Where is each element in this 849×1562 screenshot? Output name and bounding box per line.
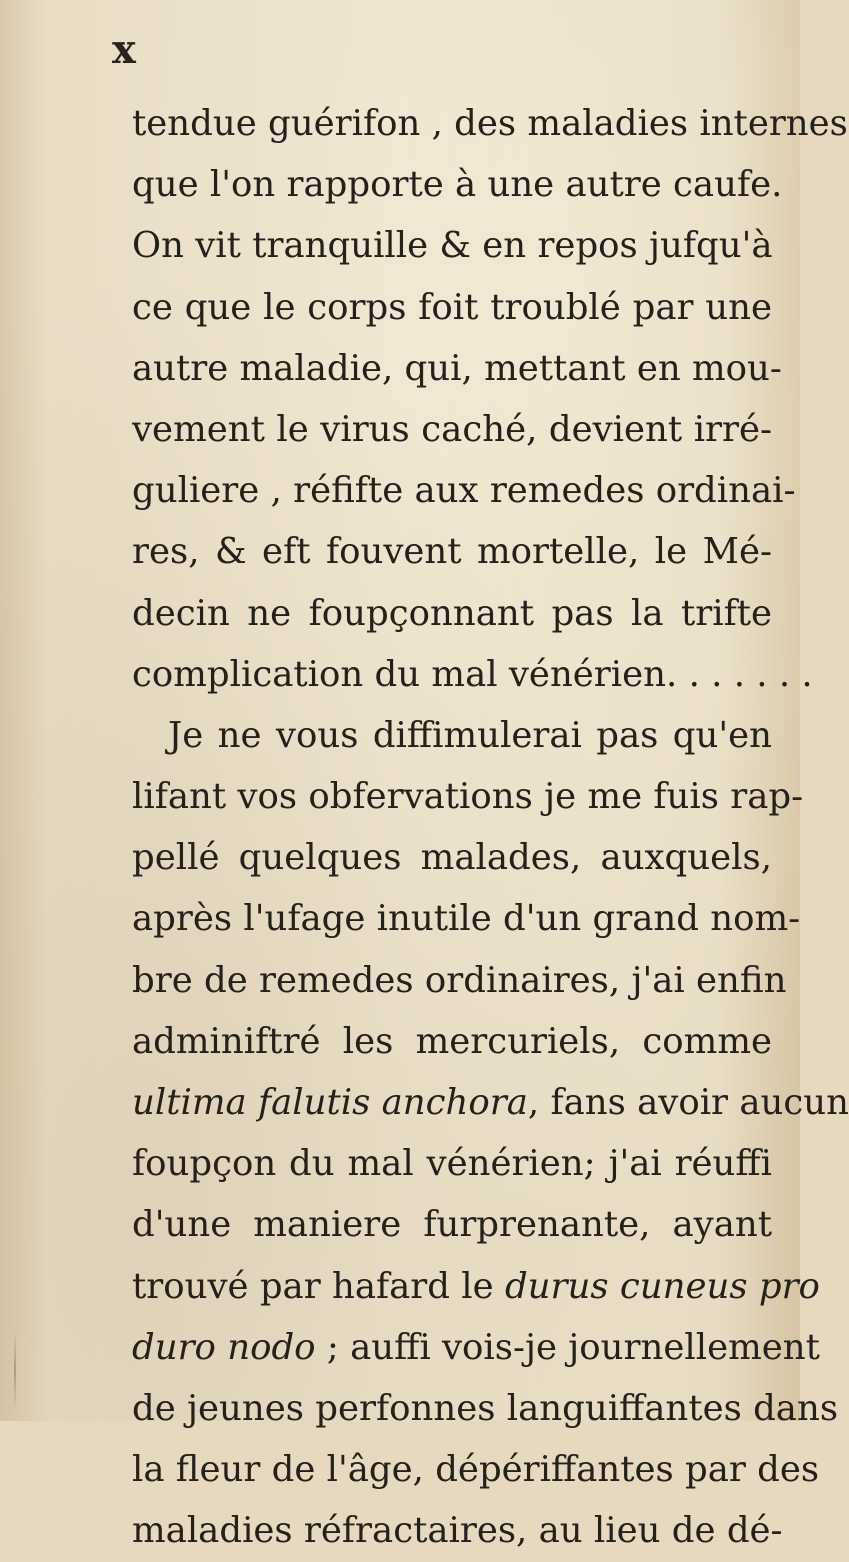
text-line xyxy=(132,1317,820,1378)
text-run: trouvé par hafard le xyxy=(132,1265,505,1307)
text-run: decin ne foupçonnant pas la trifte xyxy=(132,592,772,634)
text-line xyxy=(132,1439,820,1500)
text-line xyxy=(132,277,772,338)
text-line xyxy=(132,93,848,154)
text-line xyxy=(132,338,782,399)
text-line xyxy=(132,950,787,1011)
text-line xyxy=(132,1011,772,1072)
margin-rule xyxy=(14,1330,16,1410)
text-run: la fleur de l'âge, dépériffantes par des xyxy=(132,1449,820,1491)
text-run: ce que le corps foit troublé par une xyxy=(132,286,772,328)
text-run: pellé quelques malades, auxquels, xyxy=(132,837,772,879)
text-line xyxy=(132,399,772,460)
text-run: d'une maniere furprenante, ayant xyxy=(132,1204,772,1246)
text-run: après l'ufage inutile d'un grand nom- xyxy=(132,898,801,940)
text-run: Je ne vous diffimulerai pas qu'en xyxy=(168,714,772,756)
text-run: maladies réfractaires, au lieu de dé- xyxy=(132,1510,783,1552)
text-run: autre maladie, qui, mettant en mou- xyxy=(132,347,782,389)
text-line xyxy=(132,1194,772,1255)
text-line xyxy=(132,521,772,582)
italic-text-run: duro nodo xyxy=(132,1326,316,1368)
text-run: complication du mal vénérien. . . . . . . xyxy=(132,653,813,695)
text-run: foupçon du mal vénérien; j'ai réuffi xyxy=(132,1143,772,1185)
text-line xyxy=(132,1256,820,1317)
italic-text-run: durus cuneus pro xyxy=(504,1265,820,1307)
text-line xyxy=(132,705,772,766)
text-run: tendue guérifon , des maladies internes xyxy=(132,103,848,144)
body-text xyxy=(132,93,849,1562)
text-run: res, & eft fouvent mortelle, le Mé- xyxy=(132,531,772,573)
text-line xyxy=(132,888,801,949)
text-line xyxy=(132,827,772,888)
text-line xyxy=(132,644,813,705)
text-run: guliere , réfifte aux remedes ordinai- xyxy=(132,470,796,512)
text-line xyxy=(132,1500,783,1561)
text-run: On vit tranquille & en repos jufqu'à xyxy=(132,225,773,267)
text-line xyxy=(132,583,772,644)
text-run: adminiftré les mercuriels, comme xyxy=(132,1020,772,1062)
text-run: lifant vos obfervations je me fuis rap- xyxy=(132,776,804,818)
text-line xyxy=(132,460,796,521)
text-line xyxy=(132,1072,849,1133)
signature-mark: x xyxy=(112,26,136,73)
text-line xyxy=(132,215,772,276)
text-line xyxy=(132,1133,772,1194)
text-line xyxy=(132,154,783,215)
text-run: vement le virus caché, devient irré- xyxy=(132,408,772,450)
text-run: ; auffi vois-je journellement xyxy=(315,1326,820,1368)
text-run: de jeunes perfonnes languiffantes dans xyxy=(132,1387,839,1429)
text-run: bre de remedes ordinaires, j'ai enfin xyxy=(132,959,787,1001)
text-run: , fans avoir aucun xyxy=(527,1082,849,1123)
text-line xyxy=(132,1378,839,1439)
italic-text-run: ultima falutis anchora xyxy=(132,1082,528,1123)
text-run: que l'on rapporte à une autre caufe. xyxy=(132,164,783,206)
text-line xyxy=(132,766,804,827)
